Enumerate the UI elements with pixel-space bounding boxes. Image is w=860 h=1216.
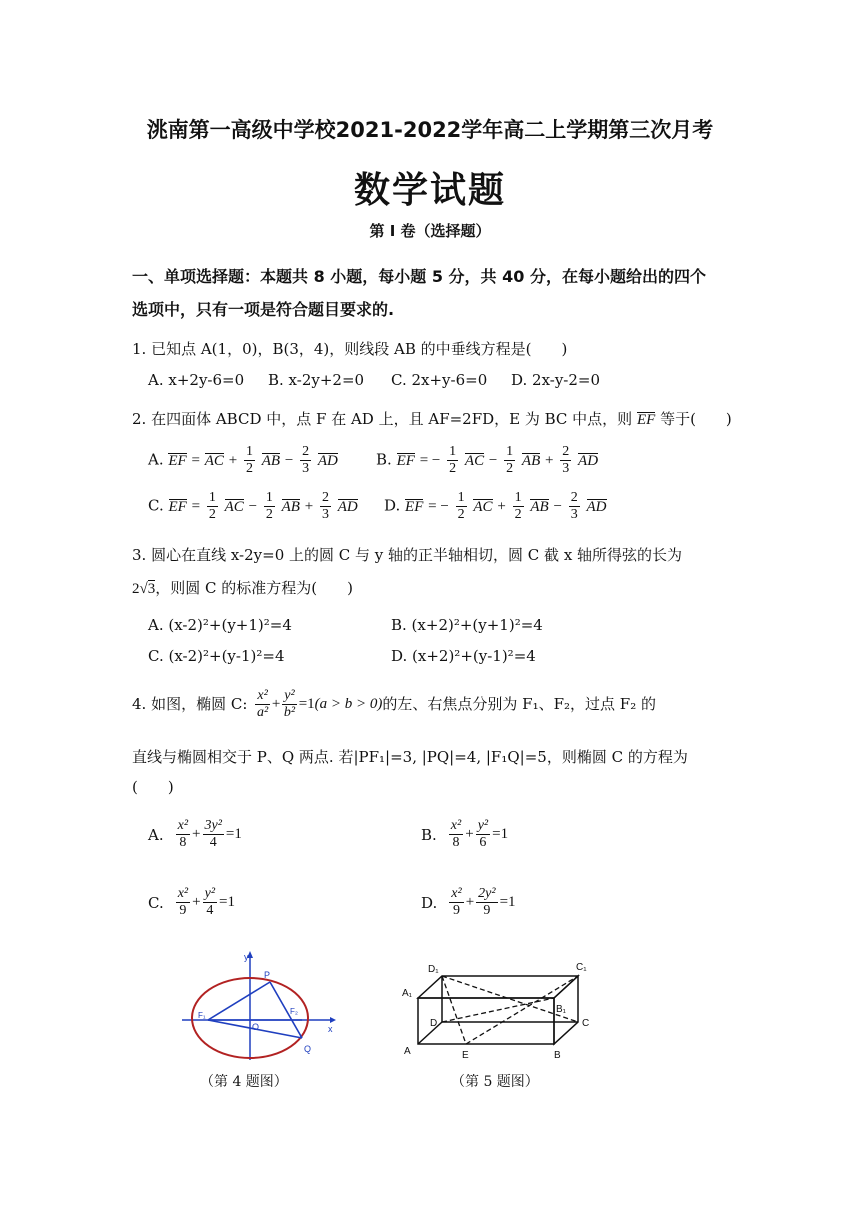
q2-option-c [148, 490, 358, 523]
figure-5-caption: （第 5 题图） [451, 1074, 539, 1090]
figure-4-caption: （第 4 题图） [200, 1074, 288, 1090]
q4-stem-line3: ( ) [132, 778, 174, 796]
q2-a-vec-ab: AB [261, 452, 281, 469]
q2-b-vec-ad: AD [578, 452, 599, 469]
q4-stem-line2: 直线与椭圆相交于 P、Q 两点. 若|PF₁|=3, |PQ|=4, |F₁Q|=5，则椭圆 C 的方程为 [132, 748, 688, 766]
label-p: P [264, 970, 271, 980]
q4-c-rhs: =1 [219, 894, 235, 910]
q2-b-frac1: $\frac{1}{2}$ [449, 444, 457, 476]
q4-option-d [421, 886, 516, 919]
q2-d-vec-ef: EF [405, 498, 424, 515]
q2-b-frac3: $\frac{2}{3}$ [562, 444, 570, 476]
q4-frac-x: $\frac{\text{x²}}{\text{a²}}$ [257, 687, 269, 720]
q2-a-vec-ac: AC [204, 452, 224, 469]
q2-b-eq: = − [419, 452, 441, 469]
q2-d-frac2: $\frac{1}{2}$ [514, 490, 522, 522]
q2-c-frac3: $\frac{2}{3}$ [321, 490, 329, 522]
q2-b-vec-ab: AB [521, 452, 541, 469]
q4-option-a [148, 818, 242, 851]
q4-condition: (a > b > 0) [314, 696, 383, 712]
q4-c-plus: + [192, 894, 201, 910]
q2-d-vec-ac: AC [473, 498, 493, 515]
q2-c-vec-ef: EF [168, 498, 187, 515]
q4-b-plus: + [465, 826, 474, 842]
q4-frac-y: $\frac{\text{y²}}{\text{b²}}$ [283, 687, 296, 720]
label-c1: C₁ [576, 962, 587, 973]
section-heading-line1: 一、单项选择题：本题共 8 小题，每小题 5 分，共 40 分，在每小题给出的四个 [132, 267, 706, 286]
q3-option-d: D. (x+2)²+(y-1)²=4 [391, 647, 536, 665]
q2-a-plus: + [228, 452, 238, 469]
q2-b-label: B. [376, 450, 392, 469]
q1-option-c: C. 2x+y-6=0 [391, 371, 488, 389]
label-f2: F₂ [290, 1007, 298, 1016]
q4-option-b [421, 818, 508, 851]
q3-option-b: B. (x+2)²+(y+1)²=4 [391, 616, 543, 634]
q2-c-vec-ac: AC [224, 498, 244, 515]
q4-stem-pre: 4. 如图，椭圆 C: [132, 695, 248, 713]
q2-d-vec-ab: AB [530, 498, 549, 515]
q4-c-frac2: $\frac{\text{y²}}{4}$ [204, 886, 216, 918]
label-e: E [462, 1050, 469, 1061]
face-front [418, 998, 554, 1044]
q2-d-eq: = − [428, 498, 449, 515]
section-heading-line2: 选项中，只有一项是符合题目要求的. [132, 300, 395, 319]
q2-stem-vector: EF [636, 412, 656, 428]
q4-a-label: A. [148, 825, 164, 844]
q3-radicand: 3 [147, 581, 156, 597]
q2-c-plus: + [304, 498, 314, 515]
q2-option-b [376, 444, 598, 477]
q2-c-minus: − [248, 498, 258, 515]
q2-d-label: D. [384, 496, 401, 515]
q4-d-frac1: $\frac{\text{x²}}{9}$ [451, 886, 462, 918]
q4-b-frac2: $\frac{\text{y²}}{6}$ [477, 818, 489, 850]
q2-b-frac2: $\frac{1}{2}$ [506, 444, 514, 476]
q2-stem-end: 等于( ) [660, 410, 732, 428]
q2-b-minus: − [488, 452, 498, 469]
q4-d-plus: + [465, 894, 475, 910]
dashed-d-b1 [442, 998, 554, 1022]
q4-a-plus: + [192, 826, 201, 842]
label-f1: F₁ [198, 1011, 206, 1020]
q4-stem-line1 [132, 684, 656, 724]
q2-c-frac1: $\frac{1}{2}$ [208, 490, 216, 522]
q3-stem-line2 [132, 578, 353, 599]
q3-coef: 2 [132, 581, 140, 597]
q2-a-eq: = [191, 452, 200, 469]
label-a: A [404, 1046, 411, 1057]
figure-5-cuboid-diagram [400, 958, 600, 1062]
q4-plus: + [271, 696, 281, 712]
q2-d-minus: − [553, 498, 562, 515]
q2-d-plus: + [497, 498, 506, 515]
q2-stem [132, 409, 732, 429]
q2-c-vec-ad: AD [337, 498, 358, 515]
line-f1-p [208, 982, 270, 1020]
q4-stem-post: 的左、右焦点分别为 F₁、F₂，过点 F₂ 的 [382, 695, 656, 713]
q4-b-label: B. [421, 825, 437, 844]
label-q: Q [304, 1044, 312, 1054]
q2-d-frac1: $\frac{1}{2}$ [457, 490, 465, 522]
q2-b-vec-ef: EF [396, 452, 415, 469]
school-title: 洮南第一高级中学校2021-2022学年高二上学期第三次月考 [146, 118, 714, 142]
q4-a-frac1: $\frac{\text{x²}}{8}$ [177, 818, 189, 850]
q2-c-label: C. [148, 496, 164, 515]
q2-d-vec-ad: AD [586, 498, 607, 515]
q1-option-b: B. x-2y+2=0 [268, 371, 365, 389]
dashed-d1-e [442, 976, 466, 1044]
dashed-d1-c [442, 976, 578, 1022]
q2-a-vec-ad: AD [317, 452, 338, 469]
label-o: O [252, 1022, 260, 1032]
label-d: D [430, 1018, 438, 1029]
volume-title: 第 I 卷（选择题） [369, 222, 491, 240]
q2-b-vec-ac: AC [464, 452, 485, 469]
q4-option-c [148, 886, 235, 919]
q2-b-plus: + [545, 452, 554, 469]
label-b1: B₁ [556, 1004, 567, 1015]
q4-b-frac1: $\frac{\text{x²}}{8}$ [450, 818, 462, 850]
label-y: y [244, 952, 249, 962]
q4-eq-one: =1 [298, 696, 315, 712]
q1-stem: 1. 已知点 A(1，0)，B(3，4)，则线段 AB 的中垂线方程是( ) [132, 340, 568, 358]
q3-option-a: A. (x-2)²+(y+1)²=4 [148, 616, 292, 634]
q3-stem-line1: 3. 圆心在直线 x-2y=0 上的圆 C 与 y 轴的正半轴相切，圆 C 截 x 轴所得弦的长为 [132, 546, 683, 564]
q1-option-d: D. 2x-y-2=0 [511, 371, 601, 389]
q2-c-eq: = [191, 498, 201, 515]
q4-c-frac1: $\frac{\text{x²}}{9}$ [177, 886, 189, 918]
q4-a-frac2: $\frac{\text{3y²}}{4}$ [204, 818, 222, 850]
q4-d-label: D. [421, 893, 438, 912]
figure-4-ellipse-diagram [178, 948, 338, 1066]
q2-a-frac2: $\frac{2}{3}$ [302, 444, 310, 476]
x-axis-arrow-icon [330, 1017, 336, 1023]
q2-c-frac2: $\frac{1}{2}$ [265, 490, 273, 522]
q2-d-frac3: $\frac{2}{3}$ [570, 490, 578, 522]
q2-option-a [148, 444, 338, 477]
subject-title: 数学试题 [353, 170, 506, 211]
q1-option-a: A. x+2y-6=0 [148, 371, 245, 389]
q3-stem-end: ，则圆 C 的标准方程为( ) [155, 579, 353, 597]
q4-a-rhs: =1 [225, 826, 242, 842]
q2-a-vec-ef: EF [168, 452, 187, 469]
q2-a-frac1: $\frac{1}{2}$ [245, 444, 253, 476]
label-x: x [328, 1024, 333, 1034]
sqrt-icon: √ [139, 581, 148, 597]
q2-a-minus: − [284, 452, 294, 469]
label-b: B [554, 1050, 561, 1061]
q4-b-rhs: =1 [492, 826, 509, 842]
label-a1: A₁ [402, 988, 413, 999]
label-d1: D₁ [428, 964, 439, 975]
q2-option-d [384, 490, 607, 523]
q3-option-c: C. (x-2)²+(y-1)²=4 [148, 647, 285, 665]
q2-a-label: A. [148, 450, 164, 469]
label-c: C [582, 1018, 590, 1029]
q2-stem-text: 2. 在四面体 ABCD 中，点 F 在 AD 上，且 AF=2FD，E 为 BC 中点，则 [132, 410, 633, 428]
q2-c-vec-ab: AB [281, 498, 300, 515]
q4-d-frac2: $\frac{\text{2y²}}{9}$ [478, 886, 496, 918]
q4-d-rhs: =1 [499, 894, 516, 910]
q4-c-label: C. [148, 893, 164, 912]
